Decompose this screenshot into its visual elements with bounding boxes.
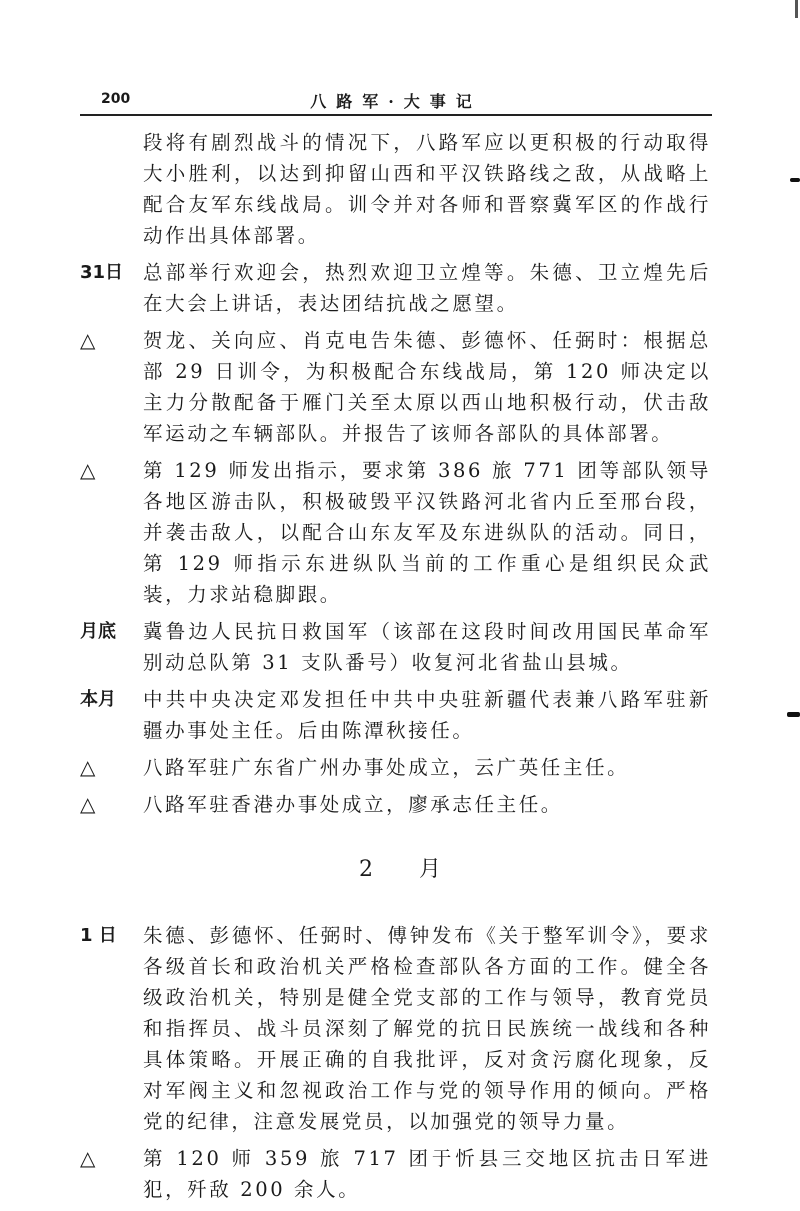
date-label: 月底 — [80, 621, 116, 642]
scan-margin-mark — [795, 0, 798, 18]
scan-margin-mark — [787, 712, 800, 717]
entry-text: 总部举行欢迎会，热烈欢迎卫立煌等。朱德、卫立煌先后在大会上讲话，表达团结抗战之愿望。 — [143, 261, 711, 315]
entry-text: 朱德、彭德怀、任弼时、傅钟发布《关于整军训令》，要求各级首长和政治机关严格检查部队各方面的工作。健全各级政治机关，特别是健全党支部的工作与领导，教育党员和指挥员、战斗员深刻了解党的抗日民族统一战线和各种具体策略。开展正确的自我批评，反对贪污腐化现象，反对军阀主义和忽视政治工作与党的领导作用的倾向。严格党的纪律，注意发展党员，以加强党的领导力量。 — [143, 924, 711, 1133]
continuation-paragraph — [80, 127, 720, 251]
chronology-entry — [80, 684, 720, 746]
entry-text: 中共中央决定邓发担任中共中央驻新疆代表兼八路军驻新疆办事处主任。后由陈潭秋接任。 — [143, 688, 711, 742]
chronology-entry — [80, 752, 720, 783]
entry-text: 段将有剧烈战斗的情况下，八路军应以更积极的行动取得大小胜利，以达到抑留山西和平汉铁路线之敌，从战略上配合友军东线战局。训令并对各师和晋察冀军区的作战行动作出具体部署。 — [143, 131, 711, 247]
date-label: 1 日 — [80, 925, 117, 946]
chronology-entry — [80, 616, 720, 678]
triangle-marker-icon: △ — [80, 328, 96, 352]
chronology-entry — [80, 789, 720, 820]
entry-text: 第 129 师发出指示，要求第 386 旅 771 团等部队领导各地区游击队，积极破毁平汉铁路河北省内丘至邢台段，并袭击敌人，以配合山东友军及东进纵队的活动。同日，第 129 师指示东进纵队当前的工作重心是组织民众武装，力求站稳脚跟。 — [143, 459, 711, 606]
date-label: 本月 — [80, 689, 116, 710]
page-number: 200 — [101, 91, 131, 107]
chronology-entry — [80, 920, 720, 1137]
triangle-marker-icon: △ — [80, 792, 96, 816]
entry-text: 八路军驻广东省广州办事处成立，云广英任主任。 — [143, 756, 630, 779]
month-unit: 月 — [418, 857, 441, 882]
triangle-marker-icon: △ — [80, 755, 96, 779]
page-header — [80, 88, 712, 116]
entry-text: 冀鲁边人民抗日救国军（该部在这段时间改用国民革命军别动总队第 31 支队番号）收复河北省盐山县城。 — [143, 620, 711, 674]
entry-text: 贺龙、关向应、肖克电告朱德、彭德怀、任弼时：根据总部 29 日训令，为积极配合东线战局，第 120 师决定以主力分散配备于雁门关至太原以西山地积极行动，伏击敌军运动之车辆部队。并报告了该师各部队的具体部署。 — [143, 329, 711, 445]
scan-margin-mark — [790, 178, 800, 182]
month-number: 2 — [358, 857, 373, 882]
entry-text: 第 120 师 359 旅 717 团于忻县三交地区抗击日军进犯，歼敌 200 余人。 — [143, 1147, 711, 1201]
triangle-marker-icon: △ — [80, 1146, 96, 1170]
chronology-entry — [80, 1143, 720, 1205]
entry-text: 八路军驻香港办事处成立，廖承志任主任。 — [143, 793, 563, 816]
page-body — [80, 127, 720, 1211]
running-title: 八路军·大事记 — [310, 92, 482, 111]
triangle-marker-icon: △ — [80, 458, 96, 482]
chronology-entry — [80, 257, 720, 319]
chronology-entry — [80, 325, 720, 449]
date-label: 31日 — [80, 262, 124, 283]
month-heading — [80, 826, 720, 918]
chronology-entry — [80, 455, 720, 610]
